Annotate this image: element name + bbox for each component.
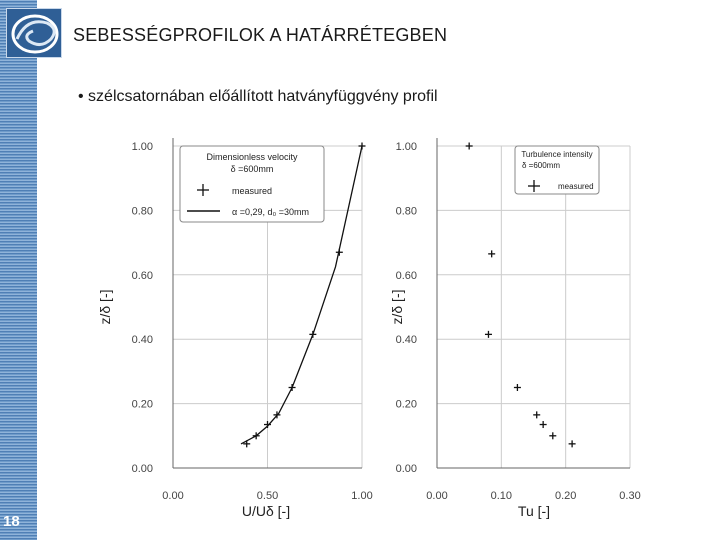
data-point-marker: [569, 440, 576, 447]
data-point-marker: [264, 421, 271, 428]
legend-title: Dimensionless velocity: [206, 152, 298, 162]
legend-subtitle: δ =600mm: [521, 161, 561, 170]
x-tick-label: 0.10: [490, 490, 513, 502]
x-tick-label: 0.00: [426, 490, 448, 502]
y-tick-label: 0.00: [131, 463, 153, 475]
y-tick-label: 0.20: [131, 398, 153, 411]
data-point-marker: [485, 331, 492, 338]
legend: [515, 146, 599, 194]
x-tick-label: 0.00: [162, 490, 184, 502]
data-point-marker: [488, 250, 495, 257]
bullet-text: • szélcsatornában előállított hatványfüggvény profil: [78, 88, 438, 105]
y-tick-label: 0.20: [395, 398, 417, 411]
y-tick-label: 0.40: [395, 334, 417, 347]
x-tick-label: 0.50: [256, 490, 279, 502]
x-axis-label: U/Uδ [-]: [241, 503, 291, 519]
y-tick-label: 0.60: [395, 269, 417, 282]
data-point-marker: [533, 411, 540, 418]
legend-measured-label: measured: [558, 182, 594, 191]
y-axis-label: z/δ [-]: [97, 289, 113, 325]
data-point-marker: [540, 421, 547, 428]
y-tick-label: 0.60: [131, 269, 153, 282]
bullet-label: szélcsatornában előállított hatványfüggvény profil: [88, 88, 438, 105]
slide-number: 18: [3, 513, 20, 530]
legend-subtitle: δ =600mm: [230, 164, 274, 174]
slide-title: SEBESSÉGPROFILOK A HATÁRRÉTEGBEN: [73, 25, 448, 45]
x-tick-label: 1.00: [351, 490, 373, 502]
x-axis-label: Tu [-]: [517, 503, 551, 519]
y-tick-label: 0.00: [395, 463, 417, 475]
chart-2: [389, 138, 641, 519]
legend-fit-label: α =0,29, d₀ =30mm: [232, 207, 309, 217]
data-point-marker: [549, 432, 556, 439]
legend-title: Turbulence intensity: [521, 150, 593, 159]
legend-measured-label: measured: [232, 186, 273, 196]
y-tick-label: 0.80: [131, 205, 153, 218]
y-tick-label: 0.40: [131, 334, 153, 347]
y-tick-label: 0.80: [395, 205, 417, 218]
y-tick-label: 1.00: [131, 141, 153, 153]
x-tick-label: 0.30: [619, 490, 641, 502]
chart-1: [97, 138, 373, 519]
legend: [180, 146, 324, 222]
data-point-marker: [466, 143, 473, 150]
y-axis-label: z/δ [-]: [389, 289, 405, 325]
x-tick-label: 0.20: [554, 490, 577, 502]
y-tick-label: 1.00: [395, 141, 417, 153]
data-point-marker: [514, 384, 521, 391]
